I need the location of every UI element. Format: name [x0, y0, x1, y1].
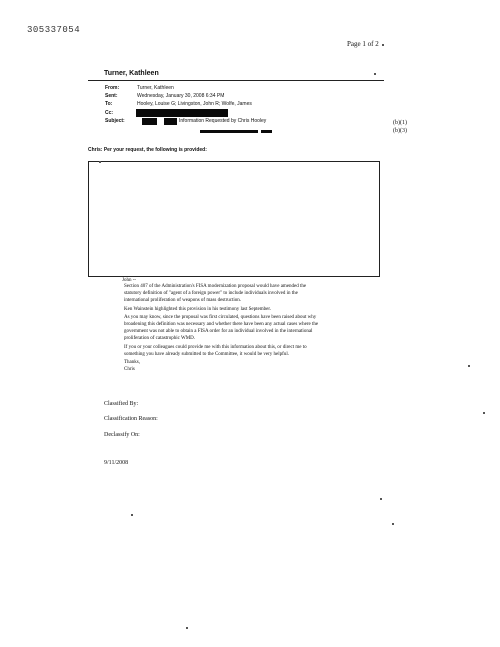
- exemption-b3: (b)(3): [393, 128, 407, 134]
- redaction-line-2: [261, 130, 272, 133]
- body-line: statutory definition of "agent of a foreign power" to include individuals involved in the: [124, 291, 298, 296]
- body-line: government was not able to obtain a FISA order for an individual involved in the international: [124, 329, 313, 334]
- subject-label: Subject:: [105, 118, 125, 124]
- scan-speck: [382, 44, 384, 46]
- subject-value: Information Requested by Chris Hooley: [179, 118, 267, 124]
- sender-name: Turner, Kathleen: [104, 70, 159, 77]
- scan-speck: [483, 412, 485, 414]
- cc-redaction: [136, 109, 228, 117]
- scan-speck: [468, 365, 470, 367]
- body-line: international proliferation of weapons of mass destruction.: [124, 298, 242, 303]
- exemption-b1: (b)(1): [393, 120, 407, 126]
- body-line: John --: [122, 278, 137, 283]
- scan-speck: [374, 73, 376, 75]
- classified-by-label: Classified By:: [104, 401, 139, 407]
- scan-speck: [186, 627, 188, 629]
- body-line: Chris: [124, 367, 135, 372]
- subject-redaction-2: [164, 118, 177, 125]
- subject-redaction-1: [142, 118, 157, 125]
- body-line: If you or your colleagues could provide me with this information about this, or direct me to: [124, 345, 307, 350]
- sent-value: Wednesday, January 30, 2008 6:34 PM: [137, 93, 225, 99]
- body-line: As you may know, since the proposal was first circulated, questions have been raised about why: [124, 315, 317, 320]
- body-line: proliferation of catastrophic WMD.: [124, 336, 195, 341]
- body-line: Ken Wainstein highlighted this provision in his testimony last September.: [124, 307, 271, 312]
- scan-speck: [99, 161, 101, 163]
- to-value: Hooley, Louise G; Livingston, John R; Wolfe, James: [137, 101, 252, 107]
- date-stamp: 9/11/2008: [104, 460, 129, 466]
- cc-label: Cc:: [105, 110, 114, 116]
- from-label: From:: [105, 85, 120, 91]
- to-label: To:: [105, 101, 113, 107]
- scan-speck: [392, 523, 394, 525]
- document-id: 305337054: [27, 25, 81, 35]
- body-line: Thanks,: [124, 360, 140, 365]
- classification-reason-label: Classification Reason:: [104, 416, 158, 422]
- header-rule: [88, 80, 384, 81]
- redaction-line-1: [200, 130, 258, 133]
- body-line: something you have already submitted to the Committee, it would be very helpful.: [124, 352, 289, 357]
- body-line: Section 407 of the Administration's FISA modernization proposal would have amended the: [124, 284, 307, 289]
- redacted-box: [88, 161, 380, 277]
- page-number: Page 1 of 2: [347, 40, 379, 48]
- intro-line: Chris: Per your request, the following is provided:: [88, 147, 207, 153]
- sent-label: Sent:: [105, 93, 118, 99]
- body-line: broadening this definition was necessary and whether there have been any actual cases where the: [124, 322, 319, 327]
- from-value: Turner, Kathleen: [137, 85, 174, 91]
- declassify-on-label: Declassify On:: [104, 432, 140, 438]
- scan-speck: [131, 514, 133, 516]
- scan-speck: [380, 498, 382, 500]
